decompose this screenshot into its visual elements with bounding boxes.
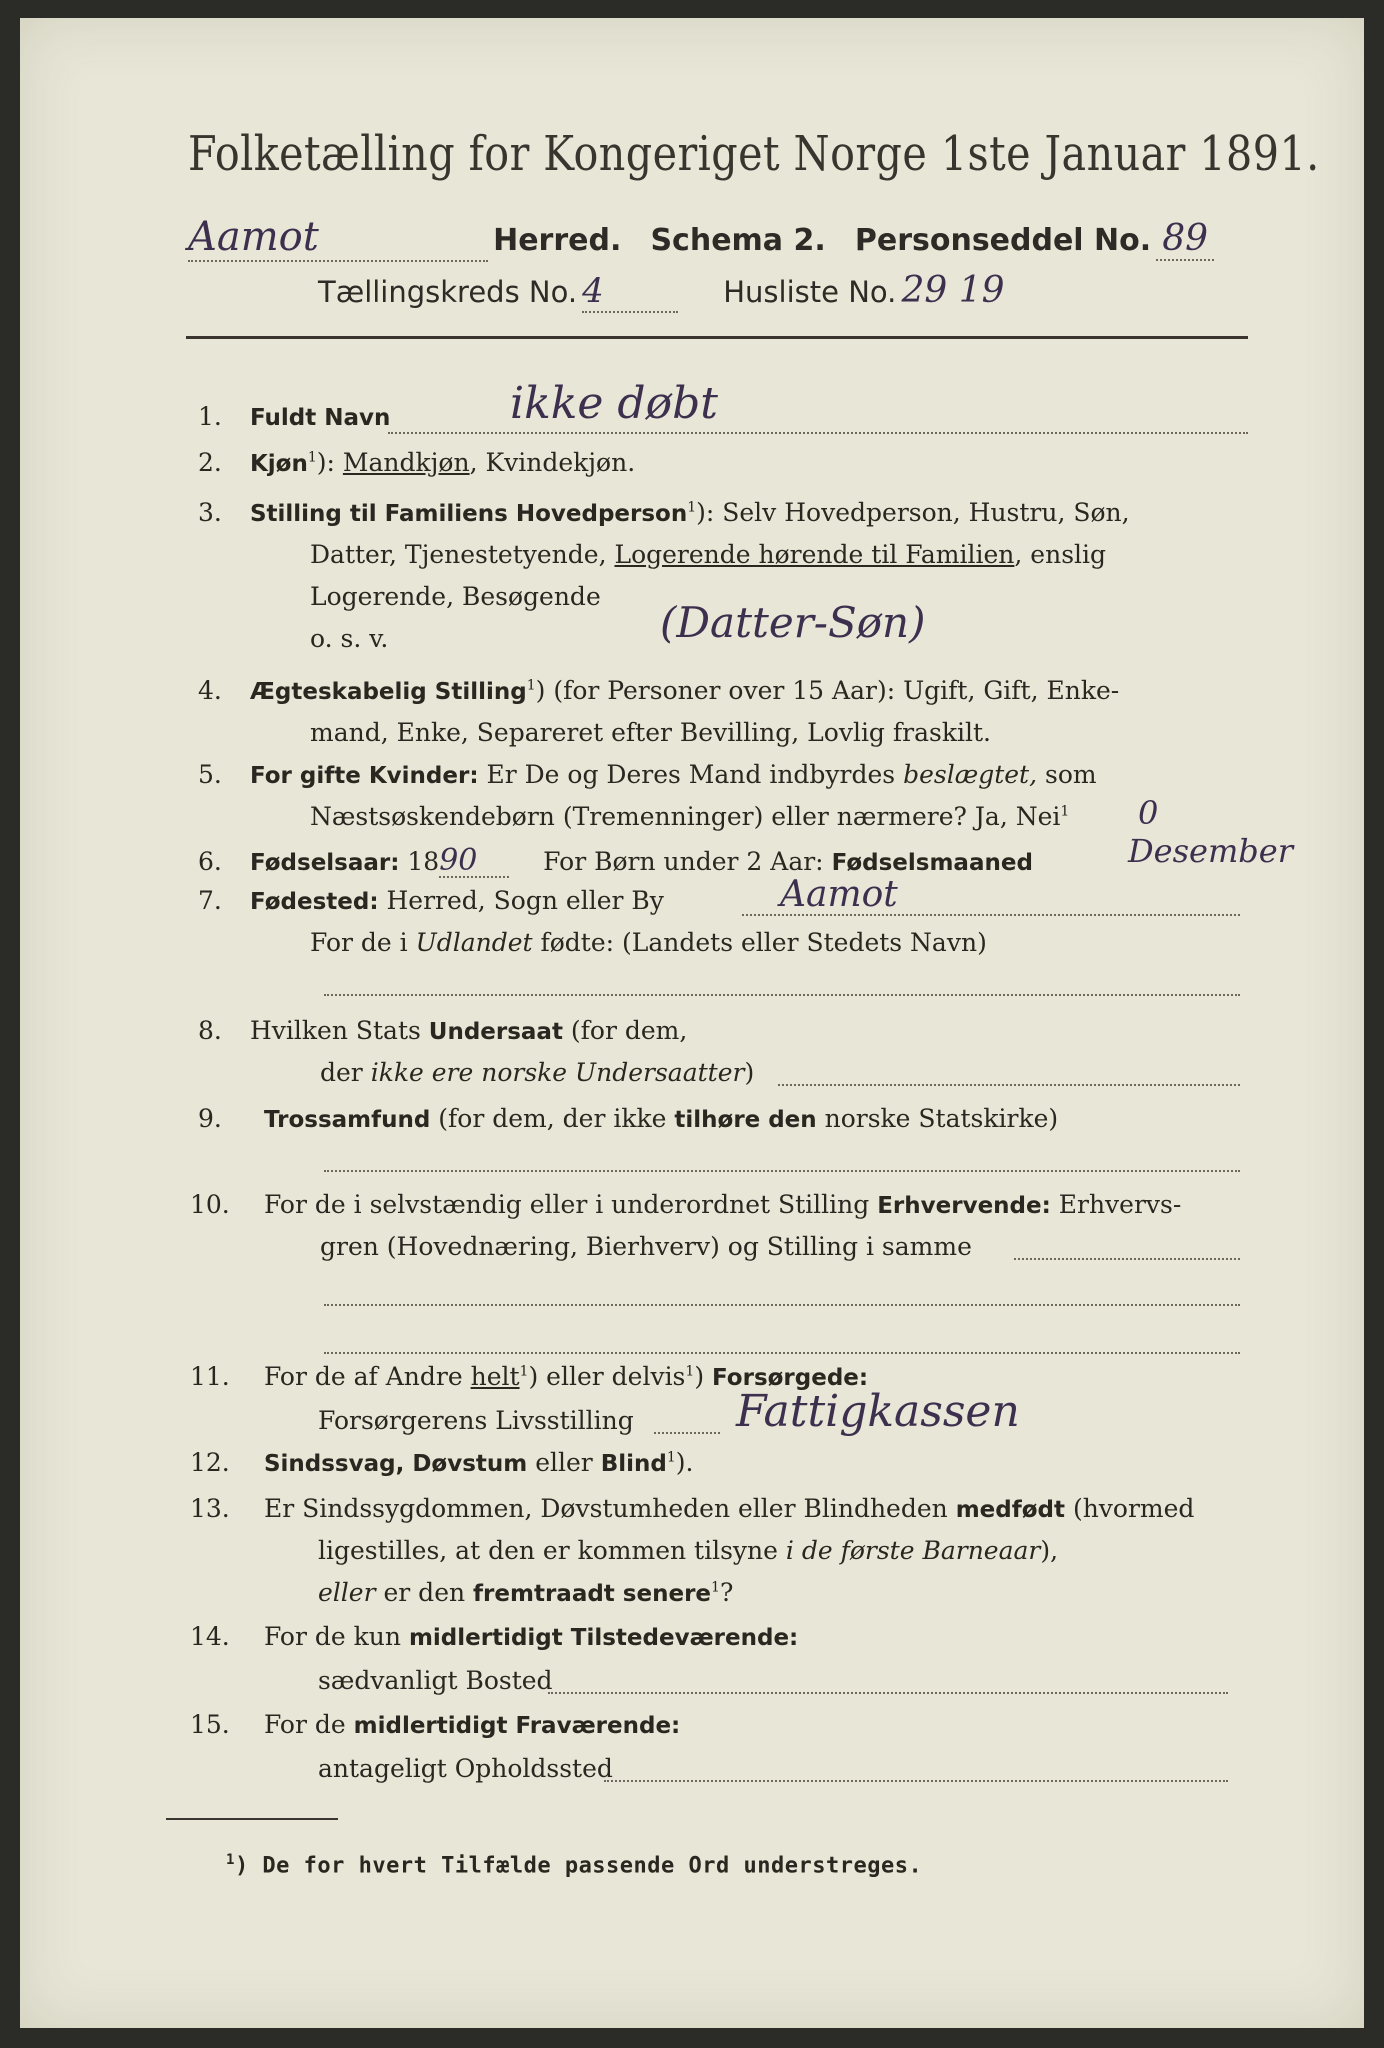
q11-line1c: ) eller delvis: [528, 1362, 686, 1391]
q8-line1b: Undersaat: [428, 1019, 563, 1045]
footnote-text: ) De for hvert Tilfælde passende Ord understreges.: [234, 1853, 923, 1879]
q14-line2: sædvanligt Bosted: [318, 1666, 553, 1695]
q14-dotline: [548, 1692, 1228, 1694]
q2-label: Kjøn: [249, 451, 308, 477]
q3-answer: (Datter-Søn): [660, 598, 926, 647]
q7-dotline: [742, 914, 1240, 916]
taellingskreds-label: Tællingskreds No.: [318, 275, 578, 309]
q13-row1: [190, 1496, 1194, 1522]
footnote-mark: 1: [226, 1852, 235, 1868]
q10-line1b: Erhvervende:: [877, 1193, 1051, 1219]
q7-answer: Aamot: [780, 874, 898, 915]
q8-line2-italic: ikke ere norske Undersaatter: [370, 1058, 745, 1087]
q8-row2: [320, 1060, 754, 1085]
q4-label: Ægteskabelig Stilling: [249, 679, 527, 705]
q6-number: 6.: [198, 847, 222, 876]
q14-row1: [190, 1624, 798, 1650]
q9-number: 9.: [198, 1104, 222, 1133]
footnote: [226, 1852, 922, 1878]
q7-number: 7.: [198, 886, 222, 915]
q2-option-kvindekjon: , Kvindekjøn.: [469, 448, 636, 477]
q8-dotline: [778, 1084, 1240, 1086]
q11-helt: helt: [470, 1362, 520, 1391]
q13-line1a: Er Sindssygdommen, Døvstumheden eller Blindheden: [263, 1494, 956, 1523]
q13-eller: eller: [318, 1578, 376, 1607]
q13-number: 13.: [190, 1494, 230, 1523]
q13-line2b: ),: [1040, 1536, 1059, 1565]
q7-row1: [198, 888, 664, 914]
q5-line1-italic: beslægtet,: [903, 760, 1038, 789]
q10-row1: [190, 1192, 1181, 1218]
q4-footnote-mark: 1: [526, 677, 536, 694]
q11-number: 11.: [190, 1362, 230, 1391]
q11-footnote-mark-2: 1: [685, 1363, 695, 1380]
q10-blank-line-2: [324, 1352, 1240, 1354]
q14-number: 14.: [190, 1622, 230, 1651]
q11-answer: Fattigkassen: [736, 1386, 1020, 1437]
q2-footnote-mark: 1: [307, 449, 317, 466]
q9-text: (for dem, der ikke: [430, 1104, 675, 1133]
q11-line1d: ): [694, 1362, 713, 1391]
q6-text: For Børn under 2 Aar:: [543, 847, 824, 876]
q13-medfodt: medfødt: [955, 1497, 1065, 1523]
q11-line2: Forsørgerens Livsstilling: [318, 1406, 634, 1435]
q5-line1: Er De og Deres Mand indbyrdes: [478, 760, 904, 789]
q6-year-prefix: 18: [407, 847, 440, 876]
q9-tilhore: tilhøre: [674, 1107, 761, 1133]
q3-line2a: Datter, Tjenestetyende,: [310, 540, 615, 569]
q13-row2: [318, 1538, 1058, 1563]
q12-line1d: ).: [675, 1448, 694, 1477]
header-divider: [186, 336, 1248, 339]
q15-line1b: midlertidigt Fraværende:: [353, 1713, 681, 1739]
q4-line2: mand, Enke, Separeret efter Bevilling, Lovlig fraskilt.: [310, 718, 991, 747]
q4-row1: [198, 678, 1119, 704]
q6-answer: Desember: [1128, 832, 1294, 870]
q5-line2: Næstsøskendebørn (Tremenninger) eller nærmere? Ja, Nei: [310, 802, 1061, 831]
q9-blank-line: [324, 1170, 1240, 1172]
q12-line1a: Sindssvag, Døvstum: [263, 1451, 528, 1477]
q2-text: ):: [316, 448, 343, 477]
taellingskreds-value: 4: [582, 271, 678, 313]
q11-footnote-mark: 1: [519, 1363, 529, 1380]
q8-line1c: (for dem,: [562, 1016, 688, 1045]
q3-line3: Logerende, Besøgende: [310, 582, 601, 611]
q3-number: 3.: [198, 498, 222, 527]
q13-line3d: ?: [719, 1578, 734, 1607]
personseddel-value: 89: [1156, 218, 1214, 261]
q5-row2: [310, 804, 1069, 829]
q11-dotline: [654, 1432, 720, 1434]
q15-line1a: For de: [263, 1710, 354, 1739]
q11-forsorgede: Forsørgede:: [712, 1365, 869, 1391]
q8-line2a: der: [320, 1058, 371, 1087]
q1-label: Fuldt Navn: [249, 405, 391, 431]
q15-number: 15.: [190, 1710, 230, 1739]
q10-line1c: Erhvervs-: [1050, 1190, 1182, 1219]
q13-line3b: er den: [375, 1578, 474, 1607]
q3-line2c: , enslig: [1014, 540, 1107, 569]
q12-footnote-mark: 1: [666, 1449, 676, 1466]
herred-line: [188, 214, 1214, 262]
q7-line2-italic: Udlandet: [415, 928, 533, 957]
q6-year-value: 90: [439, 846, 509, 878]
q9-row: [198, 1106, 1058, 1132]
census-form-sheet: [20, 18, 1364, 2028]
q10-line1a: For de i selvstændig eller i underordnet Stilling: [263, 1190, 878, 1219]
q3-row2: [310, 542, 1106, 567]
form-title: Folketælling for Kongeriget Norge 1ste Januar 1891.: [188, 126, 1320, 182]
q13-fremtraadt: fremtraadt senere: [473, 1581, 712, 1607]
q6-row: [198, 843, 1033, 878]
q8-number: 8.: [198, 1016, 222, 1045]
q7-blank-line: [324, 994, 1240, 996]
herred-value: Aamot: [188, 214, 488, 262]
q13-line2-italic: i de første Barneaar: [785, 1536, 1041, 1565]
q12-number: 12.: [190, 1448, 230, 1477]
husliste-label: Husliste No.: [723, 275, 897, 309]
q5-row1: [198, 762, 1097, 788]
q2-option-mandkjon: Mandkjøn: [342, 448, 470, 477]
footnote-rule: [166, 1818, 338, 1820]
q12-row: [190, 1450, 693, 1476]
q10-line2: gren (Hovednæring, Bierhverv) og Stilling i samme: [320, 1232, 972, 1261]
q1-row: [198, 404, 390, 430]
q1-dotline: [388, 432, 1248, 434]
q8-line2b: ): [744, 1058, 755, 1087]
q1-answer: ikke døbt: [510, 378, 718, 429]
q12-blind: Blind: [600, 1451, 667, 1477]
q7-line2a: For de i: [310, 928, 416, 957]
q3-row1: [198, 500, 1130, 526]
q9-end: norske Statskirke): [816, 1104, 1059, 1133]
q5-footnote-mark: 1: [1060, 803, 1070, 820]
q2-number: 2.: [198, 448, 222, 477]
q9-label: Trossamfund: [263, 1107, 431, 1133]
herred-label: Herred.: [493, 223, 622, 258]
q10-dotline: [1014, 1258, 1240, 1260]
q5-answer: 0: [1138, 794, 1159, 832]
q5-label-a: For: [249, 763, 300, 789]
q10-blank-line-1: [324, 1304, 1240, 1306]
q7-line2b: fødte: (Landets eller Stedets Navn): [532, 928, 987, 957]
q4-number: 4.: [198, 676, 222, 705]
q13-line1c: (hvormed: [1065, 1494, 1195, 1523]
q9-den: den: [768, 1107, 817, 1133]
personseddel-label: Personseddel No.: [854, 223, 1152, 258]
q11-line1a: For de af Andre: [263, 1362, 471, 1391]
q6-label: Fødselsaar:: [249, 850, 400, 876]
q15-dotline: [604, 1780, 1228, 1782]
q13-row3: [318, 1580, 733, 1606]
schema-label: Schema 2.: [650, 223, 826, 258]
q3-label: Stilling til Familiens Hovedperson: [249, 501, 688, 527]
q14-line1a: For de kun: [263, 1622, 409, 1651]
kreds-line: [318, 270, 1005, 313]
q3-line2b: Logerende hørende til Familien: [614, 540, 1015, 569]
q8-line1a: Hvilken Stats: [249, 1016, 429, 1045]
q7-text: Herred, Sogn eller By: [378, 886, 664, 915]
q6-label2: Fødselsmaaned: [831, 850, 1033, 876]
q2-row: [198, 450, 635, 476]
q4-line1: ) (for Personer over 15 Aar): Ugift, Gift, Enke-: [535, 676, 1120, 705]
q15-line2: antageligt Opholdssted: [318, 1754, 613, 1783]
q14-line1b: midlertidigt Tilstedeværende:: [408, 1625, 799, 1651]
q5-number: 5.: [198, 760, 222, 789]
q10-number: 10.: [190, 1190, 230, 1219]
q1-number: 1.: [198, 402, 222, 431]
q3-footnote-mark: 1: [687, 499, 697, 516]
husliste-value: 29 19: [901, 270, 1005, 311]
q15-row1: [190, 1712, 680, 1738]
q13-footnote-mark: 1: [711, 1579, 720, 1596]
q5-line1-end: som: [1037, 760, 1097, 789]
q3-line1: ): Selv Hovedperson, Hustru, Søn,: [696, 498, 1130, 527]
q12-line1b: eller: [527, 1448, 601, 1477]
q8-row1: [198, 1018, 687, 1044]
q7-row2: [310, 930, 987, 955]
q5-label-b: gifte Kvinder:: [299, 763, 479, 789]
q3-line4: o. s. v.: [310, 624, 389, 653]
q7-label: Fødested:: [249, 889, 379, 915]
q13-line2a: ligestilles, at den er kommen tilsyne: [318, 1536, 786, 1565]
